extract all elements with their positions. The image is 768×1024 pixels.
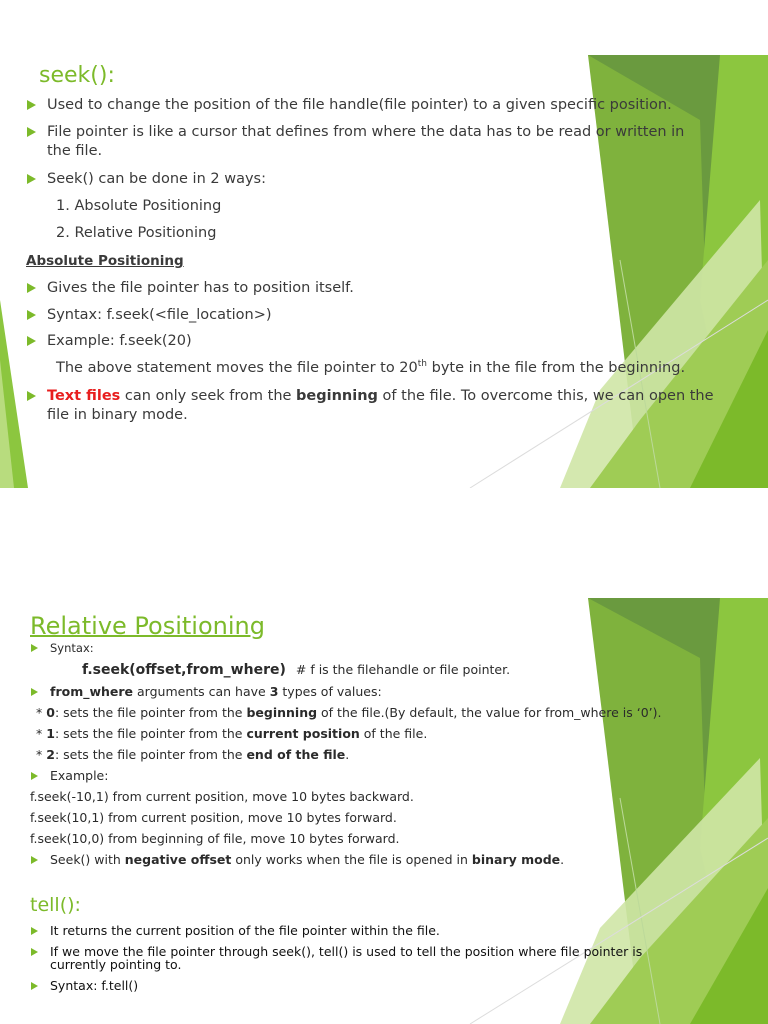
bullet-text: Example: — [50, 768, 109, 783]
text-segment: types of values: — [278, 684, 382, 699]
text-segment: of the file. — [359, 726, 428, 741]
slide-seek — [0, 0, 768, 488]
section-title: tell(): — [30, 894, 81, 916]
example-explanation — [56, 359, 685, 378]
text-bold: negative offset — [124, 852, 232, 867]
text-segment: * — [36, 747, 47, 762]
bullet-text: Syntax: f.seek(<file_location>) — [47, 307, 272, 323]
value-item — [36, 747, 349, 763]
text-segment: : sets the file pointer from the — [54, 726, 247, 741]
text-bold: beginning — [246, 705, 318, 720]
bullet-arrow-icon — [31, 982, 38, 990]
bullet-text: Syntax: f.tell() — [50, 978, 139, 993]
text-segment: of the file. To overcome this, we can open the — [377, 388, 714, 404]
text-bold: end of the file — [246, 747, 346, 762]
example-line: f.seek(-10,1) from current position, move 10 bytes backward. — [30, 789, 414, 804]
bullet-text: Seek() can be done in 2 ways: — [47, 171, 266, 187]
bullet-arrow-icon — [31, 927, 38, 935]
text-segment: of the file.(By default, the value for from_where is ‘0’). — [317, 705, 662, 720]
bullet-arrow-icon — [31, 948, 38, 956]
bullet-text — [47, 387, 714, 406]
text-segment: arguments can have — [133, 684, 270, 699]
text-segment: only works when the file is opened in — [231, 852, 472, 867]
superscript: th — [417, 359, 427, 370]
bullet-text — [50, 684, 382, 700]
text-bold: 1 — [46, 726, 55, 741]
highlight-red: Text files — [47, 388, 121, 404]
bullet-arrow-icon — [27, 310, 36, 320]
bullet-text: File pointer is like a cursor that defines from where the data has to be read or written in — [47, 124, 685, 140]
green-decoration-left — [0, 0, 40, 488]
bullet-arrow-icon — [31, 856, 38, 864]
bullet-arrow-icon — [27, 127, 36, 137]
bullet-arrow-icon — [27, 391, 36, 401]
text-segment: : sets the file pointer from the — [54, 705, 247, 720]
bullet-arrow-icon — [27, 283, 36, 293]
syntax-comment: # f is the filehandle or file pointer. — [295, 662, 511, 677]
text-bold: current position — [246, 726, 360, 741]
text-bold: beginning — [296, 388, 378, 404]
text-bold: binary mode — [471, 852, 561, 867]
example-line: f.seek(10,0) from beginning of file, move 10 bytes forward. — [30, 831, 400, 846]
syntax-code: f.seek(offset,from_where) — [82, 662, 286, 678]
text-bold: from_where — [50, 684, 134, 699]
bullet-arrow-icon — [27, 174, 36, 184]
list-item: 1. Absolute Positioning — [56, 198, 222, 214]
text-segment: The above statement moves the file pointer to 20 — [56, 360, 418, 376]
bullet-arrow-icon — [27, 100, 36, 110]
bullet-arrow-icon — [31, 644, 38, 652]
bullet-text: Used to change the position of the file handle(file pointer) to a given specific position. — [47, 97, 672, 113]
text-bold: 2 — [46, 747, 55, 762]
bullet-text: the file. — [47, 143, 103, 159]
bullet-text — [50, 852, 564, 868]
value-item — [36, 705, 661, 721]
text-segment: . — [345, 747, 350, 762]
text-segment: * — [36, 705, 47, 720]
slide-relative-positioning — [0, 598, 768, 1024]
bullet-text: currently pointing to. — [50, 957, 182, 972]
value-item — [36, 726, 427, 742]
slide-title: seek(): — [39, 63, 115, 88]
bullet-text: Syntax: — [50, 641, 94, 655]
bullet-text: If we move the file pointer through seek(), tell() is used to tell the position where file pointer is — [50, 944, 643, 959]
text-segment: : sets the file pointer from the — [54, 747, 247, 762]
bullet-text: Gives the file pointer has to position itself. — [47, 280, 354, 296]
bullet-arrow-icon — [31, 772, 38, 780]
text-segment: . — [560, 852, 565, 867]
bullet-text: It returns the current position of the file pointer within the file. — [50, 923, 440, 938]
text-segment: * — [36, 726, 47, 741]
list-item: 2. Relative Positioning — [56, 225, 217, 241]
text-segment: can only seek from the — [120, 388, 297, 404]
section-heading: Absolute Positioning — [26, 253, 184, 269]
text-bold: 0 — [46, 705, 55, 720]
text-bold: 3 — [269, 684, 279, 699]
syntax-line — [82, 662, 510, 678]
bullet-arrow-icon — [31, 688, 38, 696]
slide-title: Relative Positioning — [30, 612, 265, 640]
bullet-text: file in binary mode. — [47, 407, 188, 423]
text-segment: Seek() with — [50, 852, 125, 867]
bullet-text: Example: f.seek(20) — [47, 333, 192, 349]
example-line: f.seek(10,1) from current position, move 10 bytes forward. — [30, 810, 397, 825]
bullet-arrow-icon — [27, 336, 36, 346]
text-segment: byte in the file from the beginning. — [427, 360, 686, 376]
